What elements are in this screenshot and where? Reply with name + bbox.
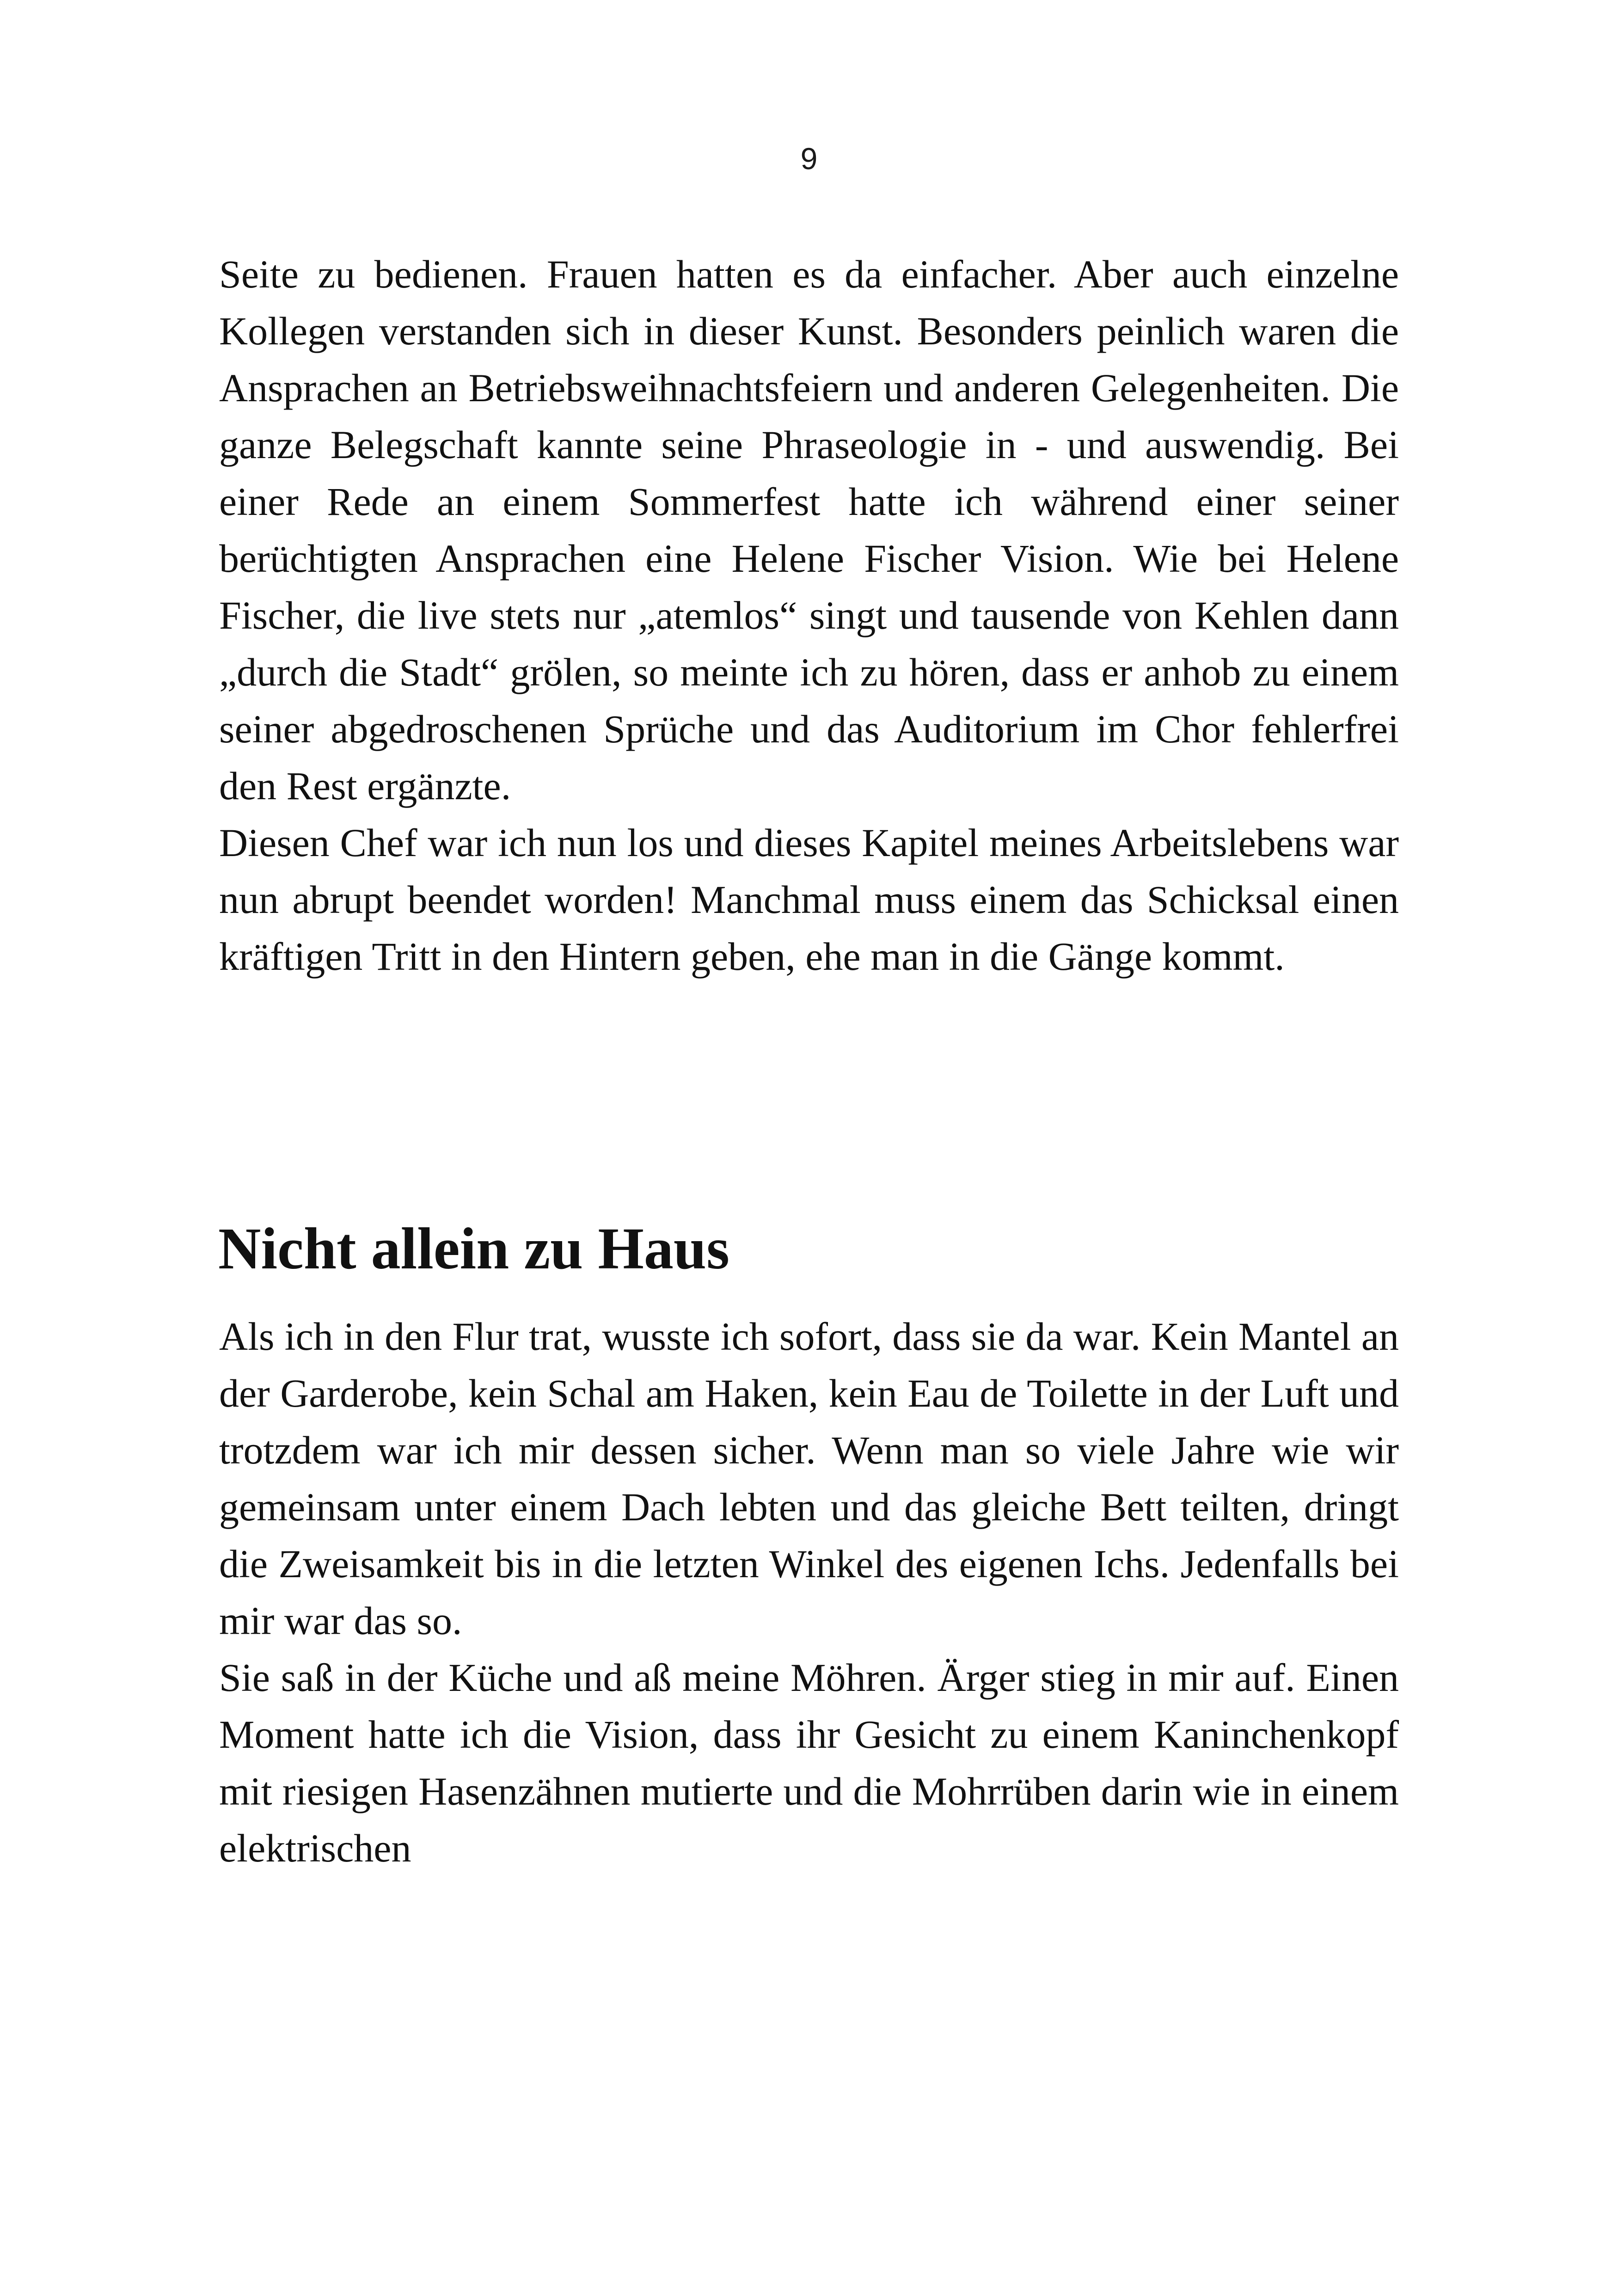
page-number: 9 <box>800 141 818 176</box>
paragraph: Sie saß in der Küche und aß meine Möhren. Ärger stieg in mir auf. Einen Moment hatte ich die Vision, dass ihr Gesicht zu einem Kaninchenkopf mit riesigen Hasenzähnen mutierte und die Mohrrüben darin wie in einem elektrischen <box>219 1655 1399 1870</box>
paragraph: Seite zu bedienen. Frauen hatten es da einfacher. Aber auch einzelne Kollegen verstanden sich in dieser Kunst. Besonders peinlich waren die Ansprachen an Betriebsweihnachtsfeiern und anderen Gelegenheiten. Die ganze Belegschaft kannte seine Phraseologie in - und auswendig. Bei einer Rede an einem Sommerfest hatte ich während einer seiner berüchtigten Ansprachen eine Helene Fischer Vision. Wie bei Helene Fischer, die live stets nur „atemlos“ singt und tausende von Kehlen dann „durch die Stadt“ grölen, so meinte ich zu hören, dass er anhob zu einem seiner abgedroschenen Sprüche und das Auditorium im Chor fehlerfrei den Rest ergänzte. <box>219 252 1399 808</box>
chapter-text <box>219 1308 1399 1877</box>
previous-chapter-text <box>219 246 1399 985</box>
paragraph: Als ich in den Flur trat, wusste ich sofort, dass sie da war. Kein Mantel an der Garderobe, kein Schal am Haken, kein Eau de Toilette in der Luft und trotzdem war ich mir dessen sicher. Wenn man so viele Jahre wie wir gemeinsam unter einem Dach lebten und das gleiche Bett teilten, dringt die Zweisamkeit bis in die letzten Winkel des eigenen Ichs. Jedenfalls bei mir war das so. <box>219 1314 1399 1643</box>
paragraph: Diesen Chef war ich nun los und dieses Kapitel meines Arbeitslebens war nun abrupt beendet worden! Manchmal muss einem das Schicksal einen kräftigen Tritt in den Hintern geben, ehe man in die Gänge kommt. <box>219 820 1399 979</box>
chapter-title: Nicht allein zu Haus <box>218 1216 729 1281</box>
